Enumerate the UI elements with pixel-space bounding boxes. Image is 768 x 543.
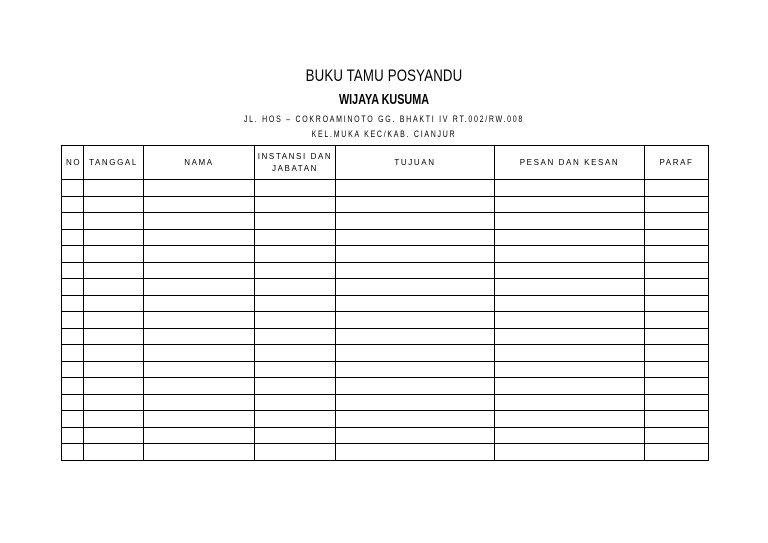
table-cell-tujuan bbox=[336, 246, 495, 263]
table-cell-no bbox=[62, 196, 84, 213]
table-cell-paraf bbox=[645, 279, 709, 296]
table-cell-paraf bbox=[645, 328, 709, 345]
column-header-no: NO bbox=[62, 146, 84, 180]
table-row bbox=[62, 213, 709, 230]
table-cell-nama bbox=[144, 279, 255, 296]
table-cell-paraf bbox=[645, 229, 709, 246]
table-cell-instansi bbox=[255, 394, 336, 411]
column-header-nama: NAMA bbox=[144, 146, 255, 180]
table-cell-tujuan bbox=[336, 262, 495, 279]
table-body bbox=[62, 180, 709, 461]
table-row bbox=[62, 345, 709, 362]
table-cell-paraf bbox=[645, 345, 709, 362]
table-cell-no bbox=[62, 378, 84, 395]
table-cell-pesan bbox=[495, 328, 645, 345]
table-cell-paraf bbox=[645, 196, 709, 213]
table-row bbox=[62, 180, 709, 197]
table-cell-pesan bbox=[495, 262, 645, 279]
table-cell-paraf bbox=[645, 262, 709, 279]
table-cell-no bbox=[62, 279, 84, 296]
table-cell-instansi bbox=[255, 295, 336, 312]
table-cell-tujuan bbox=[336, 229, 495, 246]
table-row bbox=[62, 328, 709, 345]
table-cell-tujuan bbox=[336, 411, 495, 428]
table-cell-tujuan bbox=[336, 444, 495, 461]
table-cell-nama bbox=[144, 378, 255, 395]
table-row bbox=[62, 361, 709, 378]
table-cell-pesan bbox=[495, 378, 645, 395]
table-cell-paraf bbox=[645, 213, 709, 230]
table-cell-instansi bbox=[255, 345, 336, 362]
table-row bbox=[62, 394, 709, 411]
table-cell-no bbox=[62, 295, 84, 312]
table-cell-tujuan bbox=[336, 394, 495, 411]
table-cell-tanggal bbox=[84, 312, 144, 329]
table-cell-pesan bbox=[495, 295, 645, 312]
table-cell-paraf bbox=[645, 378, 709, 395]
column-header-pesan: PESAN DAN KESAN bbox=[495, 146, 645, 180]
table-cell-tujuan bbox=[336, 196, 495, 213]
table-cell-no bbox=[62, 180, 84, 197]
table-row bbox=[62, 411, 709, 428]
table-cell-tujuan bbox=[336, 361, 495, 378]
table-cell-nama bbox=[144, 213, 255, 230]
table-cell-pesan bbox=[495, 246, 645, 263]
table-cell-nama bbox=[144, 262, 255, 279]
table-cell-pesan bbox=[495, 229, 645, 246]
guestbook-table bbox=[61, 145, 709, 461]
table-cell-nama bbox=[144, 312, 255, 329]
table-row bbox=[62, 444, 709, 461]
table-cell-nama bbox=[144, 345, 255, 362]
table-cell-nama bbox=[144, 246, 255, 263]
table-row bbox=[62, 246, 709, 263]
table-cell-instansi bbox=[255, 262, 336, 279]
table-cell-no bbox=[62, 444, 84, 461]
table-cell-pesan bbox=[495, 196, 645, 213]
table-row bbox=[62, 378, 709, 395]
table-cell-no bbox=[62, 427, 84, 444]
table-cell-paraf bbox=[645, 411, 709, 428]
table-cell-instansi bbox=[255, 279, 336, 296]
table-cell-pesan bbox=[495, 213, 645, 230]
table-cell-pesan bbox=[495, 411, 645, 428]
table-cell-pesan bbox=[495, 427, 645, 444]
document-title: BUKU TAMU POSYANDU bbox=[305, 66, 463, 85]
table-cell-instansi bbox=[255, 427, 336, 444]
table-cell-no bbox=[62, 262, 84, 279]
table-header-row bbox=[62, 146, 709, 180]
table-cell-paraf bbox=[645, 427, 709, 444]
column-header-instansi: INSTANSI DAN JABATAN bbox=[255, 146, 336, 180]
table-cell-no bbox=[62, 411, 84, 428]
table-cell-pesan bbox=[495, 444, 645, 461]
table-cell-tanggal bbox=[84, 328, 144, 345]
table-cell-pesan bbox=[495, 180, 645, 197]
table-cell-tanggal bbox=[84, 394, 144, 411]
table-cell-tujuan bbox=[336, 295, 495, 312]
table-cell-tanggal bbox=[84, 246, 144, 263]
table-cell-paraf bbox=[645, 361, 709, 378]
table-cell-tujuan bbox=[336, 213, 495, 230]
table-cell-instansi bbox=[255, 361, 336, 378]
address-line-1: JL. HOS – COKROAMINOTO GG. BHAKTI IV RT.002/RW.008 bbox=[243, 114, 525, 124]
column-header-paraf: PARAF bbox=[645, 146, 709, 180]
table-cell-pesan bbox=[495, 394, 645, 411]
table-cell-tanggal bbox=[84, 213, 144, 230]
table-cell-nama bbox=[144, 427, 255, 444]
table-cell-instansi bbox=[255, 246, 336, 263]
table-row bbox=[62, 262, 709, 279]
table-cell-instansi bbox=[255, 196, 336, 213]
table-row bbox=[62, 295, 709, 312]
table-cell-pesan bbox=[495, 345, 645, 362]
table-cell-no bbox=[62, 213, 84, 230]
table-cell-instansi bbox=[255, 312, 336, 329]
table-cell-nama bbox=[144, 361, 255, 378]
table-cell-tanggal bbox=[84, 411, 144, 428]
table-cell-tujuan bbox=[336, 279, 495, 296]
table-cell-instansi bbox=[255, 378, 336, 395]
table-cell-pesan bbox=[495, 312, 645, 329]
table-cell-tanggal bbox=[84, 229, 144, 246]
table-row bbox=[62, 229, 709, 246]
table-cell-no bbox=[62, 345, 84, 362]
table-cell-tanggal bbox=[84, 262, 144, 279]
table-cell-tanggal bbox=[84, 180, 144, 197]
table-cell-nama bbox=[144, 295, 255, 312]
table-cell-tanggal bbox=[84, 378, 144, 395]
table-row bbox=[62, 312, 709, 329]
table-cell-nama bbox=[144, 411, 255, 428]
table-cell-tanggal bbox=[84, 279, 144, 296]
table-cell-no bbox=[62, 229, 84, 246]
table-cell-paraf bbox=[645, 246, 709, 263]
table-cell-paraf bbox=[645, 312, 709, 329]
table-cell-tujuan bbox=[336, 378, 495, 395]
table-cell-no bbox=[62, 361, 84, 378]
table-cell-nama bbox=[144, 229, 255, 246]
table-cell-nama bbox=[144, 180, 255, 197]
table-cell-instansi bbox=[255, 444, 336, 461]
table-cell-paraf bbox=[645, 180, 709, 197]
column-header-tanggal: TANGGAL bbox=[84, 146, 144, 180]
table-cell-tanggal bbox=[84, 427, 144, 444]
table-cell-tujuan bbox=[336, 427, 495, 444]
table-cell-no bbox=[62, 312, 84, 329]
table-cell-tanggal bbox=[84, 196, 144, 213]
table-cell-instansi bbox=[255, 213, 336, 230]
table-cell-tanggal bbox=[84, 345, 144, 362]
table-cell-nama bbox=[144, 444, 255, 461]
table-cell-paraf bbox=[645, 394, 709, 411]
table-cell-instansi bbox=[255, 328, 336, 345]
table-cell-instansi bbox=[255, 229, 336, 246]
table-cell-paraf bbox=[645, 444, 709, 461]
table-cell-tanggal bbox=[84, 295, 144, 312]
table-cell-pesan bbox=[495, 279, 645, 296]
table-cell-tujuan bbox=[336, 312, 495, 329]
table-row bbox=[62, 279, 709, 296]
table-cell-nama bbox=[144, 328, 255, 345]
table-cell-pesan bbox=[495, 361, 645, 378]
table-row bbox=[62, 196, 709, 213]
column-header-tujuan: TUJUAN bbox=[336, 146, 495, 180]
table-cell-no bbox=[62, 328, 84, 345]
table-cell-tanggal bbox=[84, 361, 144, 378]
table-cell-tujuan bbox=[336, 345, 495, 362]
table-cell-nama bbox=[144, 394, 255, 411]
document-subtitle: WIJAYA KUSUMA bbox=[338, 91, 430, 108]
table-cell-tanggal bbox=[84, 444, 144, 461]
address-line-2: KEL.MUKA KEC/KAB. CIANJUR bbox=[311, 129, 457, 139]
table-cell-no bbox=[62, 246, 84, 263]
table-row bbox=[62, 427, 709, 444]
table-cell-instansi bbox=[255, 180, 336, 197]
table-cell-instansi bbox=[255, 411, 336, 428]
table-cell-no bbox=[62, 394, 84, 411]
table-cell-nama bbox=[144, 196, 255, 213]
table-cell-tujuan bbox=[336, 328, 495, 345]
table-cell-paraf bbox=[645, 295, 709, 312]
table-cell-tujuan bbox=[336, 180, 495, 197]
